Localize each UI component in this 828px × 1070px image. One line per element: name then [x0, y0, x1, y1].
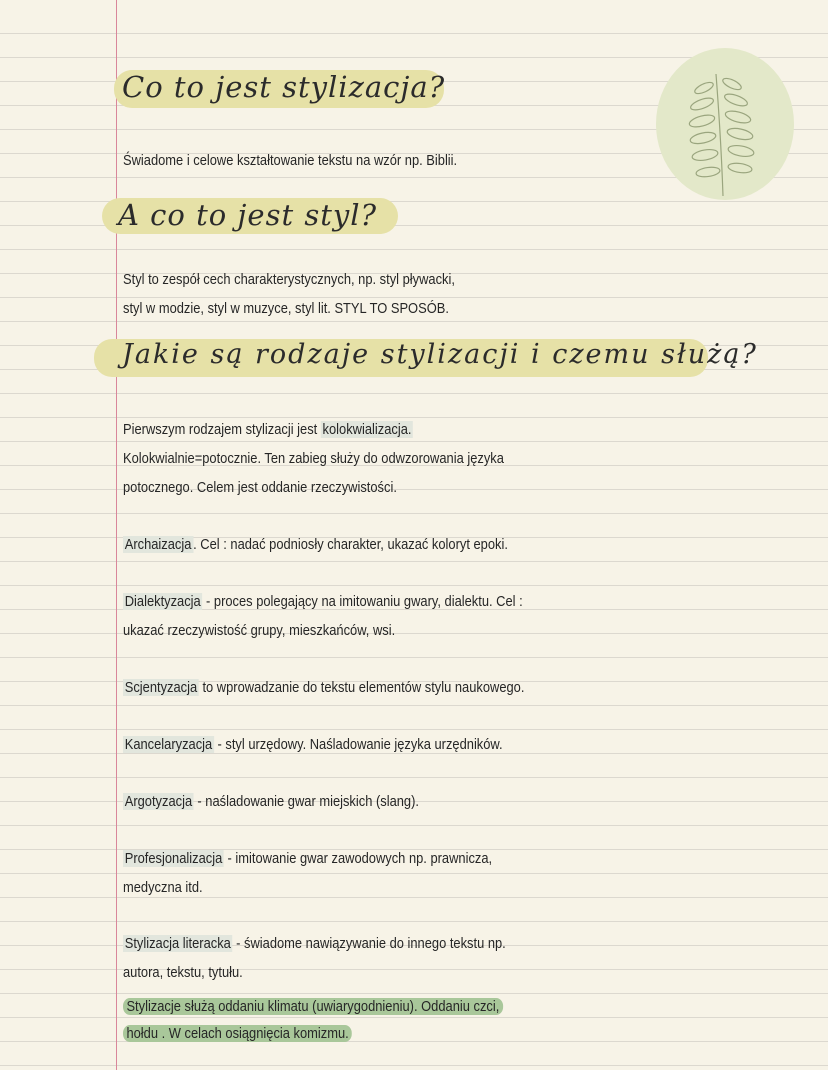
- margin-line: [116, 0, 117, 1070]
- type-term: Stylizacja literacka: [124, 935, 231, 952]
- definition-stylization: [123, 146, 457, 175]
- type-kancelaryzacja: [123, 730, 503, 759]
- type-text: Pierwszym rodzajem stylizacji jest: [123, 421, 321, 438]
- heading-what-is-style: [118, 198, 377, 232]
- leaf-icon: [678, 66, 768, 202]
- heading-text: Co to jest stylizacja?: [122, 70, 446, 104]
- heading-text: Jakie są rodzaje stylizacji i czemu służą?: [122, 339, 758, 370]
- type-scjentyzacja: [123, 673, 524, 702]
- type-dialektyzacja: [123, 587, 523, 645]
- type-profesjonalizacja: [123, 844, 492, 902]
- definition-line: styl w modzie, styl w muzyce, styl lit. STYL TO SPOSÓB.: [123, 300, 449, 317]
- definition-style: [123, 265, 455, 323]
- type-text: - świadome nawiązywanie do innego tekstu np.: [232, 935, 506, 952]
- type-text: - naśladowanie gwar miejskich (slang).: [193, 793, 419, 810]
- summary-line: Stylizacje służą oddaniu klimatu (uwiarygodnieniu). Oddaniu czci,: [123, 998, 503, 1015]
- type-text: - imitowanie gwar zawodowych np. prawnicza,: [223, 850, 493, 867]
- heading-text: A co to jest styl?: [118, 198, 378, 232]
- type-term: Profesjonalizacja: [124, 850, 223, 867]
- type-text: Kolokwialnie=potocznie. Ten zabieg służy do odwzorowania języka: [123, 450, 504, 467]
- type-term: Dialektyzacja: [124, 593, 201, 610]
- type-kolokwializacja: [123, 415, 504, 502]
- type-text: to wprowadzanie do tekstu elementów stylu naukowego.: [198, 679, 525, 696]
- heading-what-is-stylization: [122, 70, 445, 104]
- type-text: - proces polegający na imitowaniu gwary, dialektu. Cel :: [202, 593, 523, 610]
- summary: [123, 993, 503, 1047]
- type-text: - styl urzędowy. Naśladowanie języka urzędników.: [213, 736, 503, 753]
- type-term: kolokwializacja.: [322, 421, 412, 438]
- type-archaizacja: [123, 530, 508, 559]
- type-text: potocznego. Celem jest oddanie rzeczywistości.: [123, 479, 397, 496]
- type-text: . Cel : nadać podniosły charakter, ukazać koloryt epoki.: [193, 536, 508, 553]
- definition-line: Styl to zespół cech charakterystycznych, np. styl pływacki,: [123, 271, 455, 288]
- type-term: Argotyzacja: [124, 793, 193, 810]
- type-term: Kancelaryzacja: [124, 736, 213, 753]
- type-text: medyczna itd.: [123, 879, 203, 896]
- type-text: autora, tekstu, tytułu.: [123, 964, 243, 981]
- heading-types-of-stylization: [122, 339, 758, 370]
- definition-text: Świadome i celowe kształtowanie tekstu na wzór np. Biblii.: [123, 152, 458, 169]
- summary-line: hołdu . W celach osiągnięcia komizmu.: [123, 1025, 352, 1042]
- type-term: Archaizacja: [124, 536, 192, 553]
- type-term: Scjentyzacja: [124, 679, 198, 696]
- type-text: ukazać rzeczywistość grupy, mieszkańców, wsi.: [123, 622, 396, 639]
- type-stylizacja-literacka: [123, 929, 506, 987]
- type-argotyzacja: [123, 787, 419, 816]
